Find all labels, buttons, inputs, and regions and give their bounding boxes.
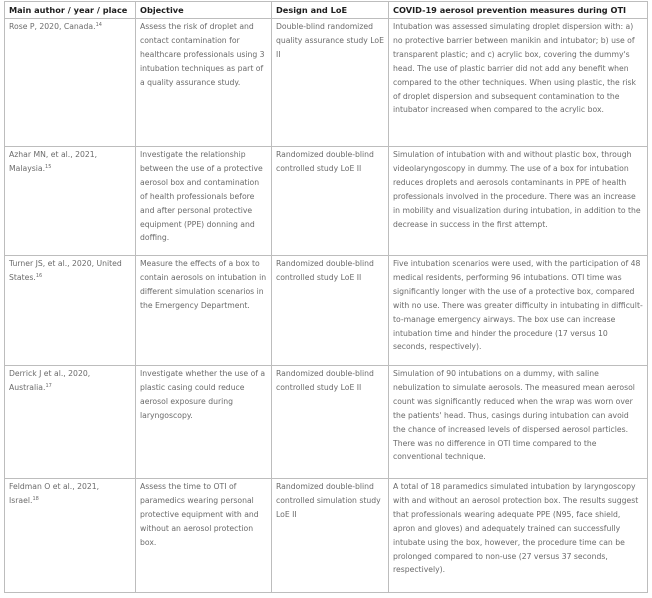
author-text: Rose P, 2020, Canada. xyxy=(9,22,96,31)
reference-number: 15 xyxy=(45,163,52,170)
author-cell xyxy=(5,479,136,593)
objective-cell: Investigate whether the use of a plastic casing could reduce aerosol exposure during laryngoscopy. xyxy=(136,366,272,479)
measures-cell: Simulation of 90 intubations on a dummy, with saline nebulization to simulate aerosols. The measured mean aerosol count was significantly reduced when the wrap was worn over the patients' head. Thus, casings during intubation can avoid the chance of increased levels of dispersed aerosol particles. There was no difference in OTI time compared to the conventional technique. xyxy=(389,366,648,479)
measures-cell: Simulation of intubation with and without plastic box, through videolaryngoscopy in dummy. The use of a box for intubation reduces droplets and aerosols contaminants in PPE of health professionals involved in the procedure. There was an increase in mobility and visualization during intubation, in addition to the decrease in success in the first attempt. xyxy=(389,147,648,256)
measures-cell: Five intubation scenarios were used, with the participation of 48 medical residents, performing 96 intubations. OTI time was significantly longer with the use of a protective box, compared with no use. There was greater difficulty in intubating in difficult-to-manage emergency airways. The box use can increase intubation time and hinder the procedure (17 versus 10 seconds, respectively). xyxy=(389,256,648,366)
author-text: Derrick J et al., 2020, Australia. xyxy=(9,369,91,392)
design-cell: Randomized double-blind controlled simulation study LoE II xyxy=(272,479,389,593)
author-cell xyxy=(5,256,136,366)
reference-number: 17 xyxy=(45,382,52,389)
author-text: Feldman O et al., 2021, Israel. xyxy=(9,482,100,505)
header-main-author: Main author / year / place xyxy=(5,2,136,19)
measures-cell: Intubation was assessed simulating droplet dispersion with: a) no protective barrier between manikin and intubator; b) use of transparent plastic; and c) acrylic box, covering the dummy's head. The use of plastic barrier did not add any benefit when compared to the other techniques. When using plastic, the risk of droplet dispersion and subsequent contamination to the intubator increased when compared to the acrylic box. xyxy=(389,19,648,147)
objective-cell: Investigate the relationship between the use of a protective aerosol box and contamination of health professionals before and after personal protective equipment (PPE) donning and doffing. xyxy=(136,147,272,256)
reference-number: 18 xyxy=(32,495,39,502)
design-cell: Randomized double-blind controlled study LoE II xyxy=(272,366,389,479)
author-cell xyxy=(5,366,136,479)
table-row xyxy=(5,479,648,593)
studies-table xyxy=(4,1,648,593)
design-cell: Double-blind randomized quality assurance study LoE II xyxy=(272,19,389,147)
author-text: Turner JS, et al., 2020, United States. xyxy=(9,259,122,282)
author-cell xyxy=(5,147,136,256)
table-header-row xyxy=(5,2,648,19)
objective-cell: Assess the risk of droplet and contact contamination for healthcare professionals using 3 intubation techniques as part of a quality assurance study. xyxy=(136,19,272,147)
table-row xyxy=(5,19,648,147)
table-row xyxy=(5,366,648,479)
reference-number: 14 xyxy=(95,22,102,28)
table-row xyxy=(5,147,648,256)
reference-number: 16 xyxy=(35,272,43,279)
author-text: Azhar MN, et al., 2021, Malaysia. xyxy=(9,150,98,173)
design-cell: Randomized double-blind controlled study LoE II xyxy=(272,147,389,256)
design-cell: Randomized double-blind controlled study LoE II xyxy=(272,256,389,366)
header-objective: Objective xyxy=(136,2,272,19)
header-design-loe: Design and LoE xyxy=(272,2,389,19)
header-prevention-measures: COVID-19 aerosol prevention measures during OTI xyxy=(389,2,648,19)
author-cell xyxy=(5,19,136,147)
objective-cell: Assess the time to OTI of paramedics wearing personal protective equipment with and without an aerosol protection box. xyxy=(136,479,272,593)
objective-cell: Measure the effects of a box to contain aerosols on intubation in different simulation scenarios in the Emergency Department. xyxy=(136,256,272,366)
measures-cell: A total of 18 paramedics simulated intubation by laryngoscopy with and without an aerosol protection box. The results suggest that professionals wearing adequate PPE (N95, face shield, apron and gloves) and adequately trained can successfully intubate using the box, however, the procedure time can be prolonged compared to non-use (27 versus 37 seconds, respectively). xyxy=(389,479,648,593)
table-row xyxy=(5,256,648,366)
